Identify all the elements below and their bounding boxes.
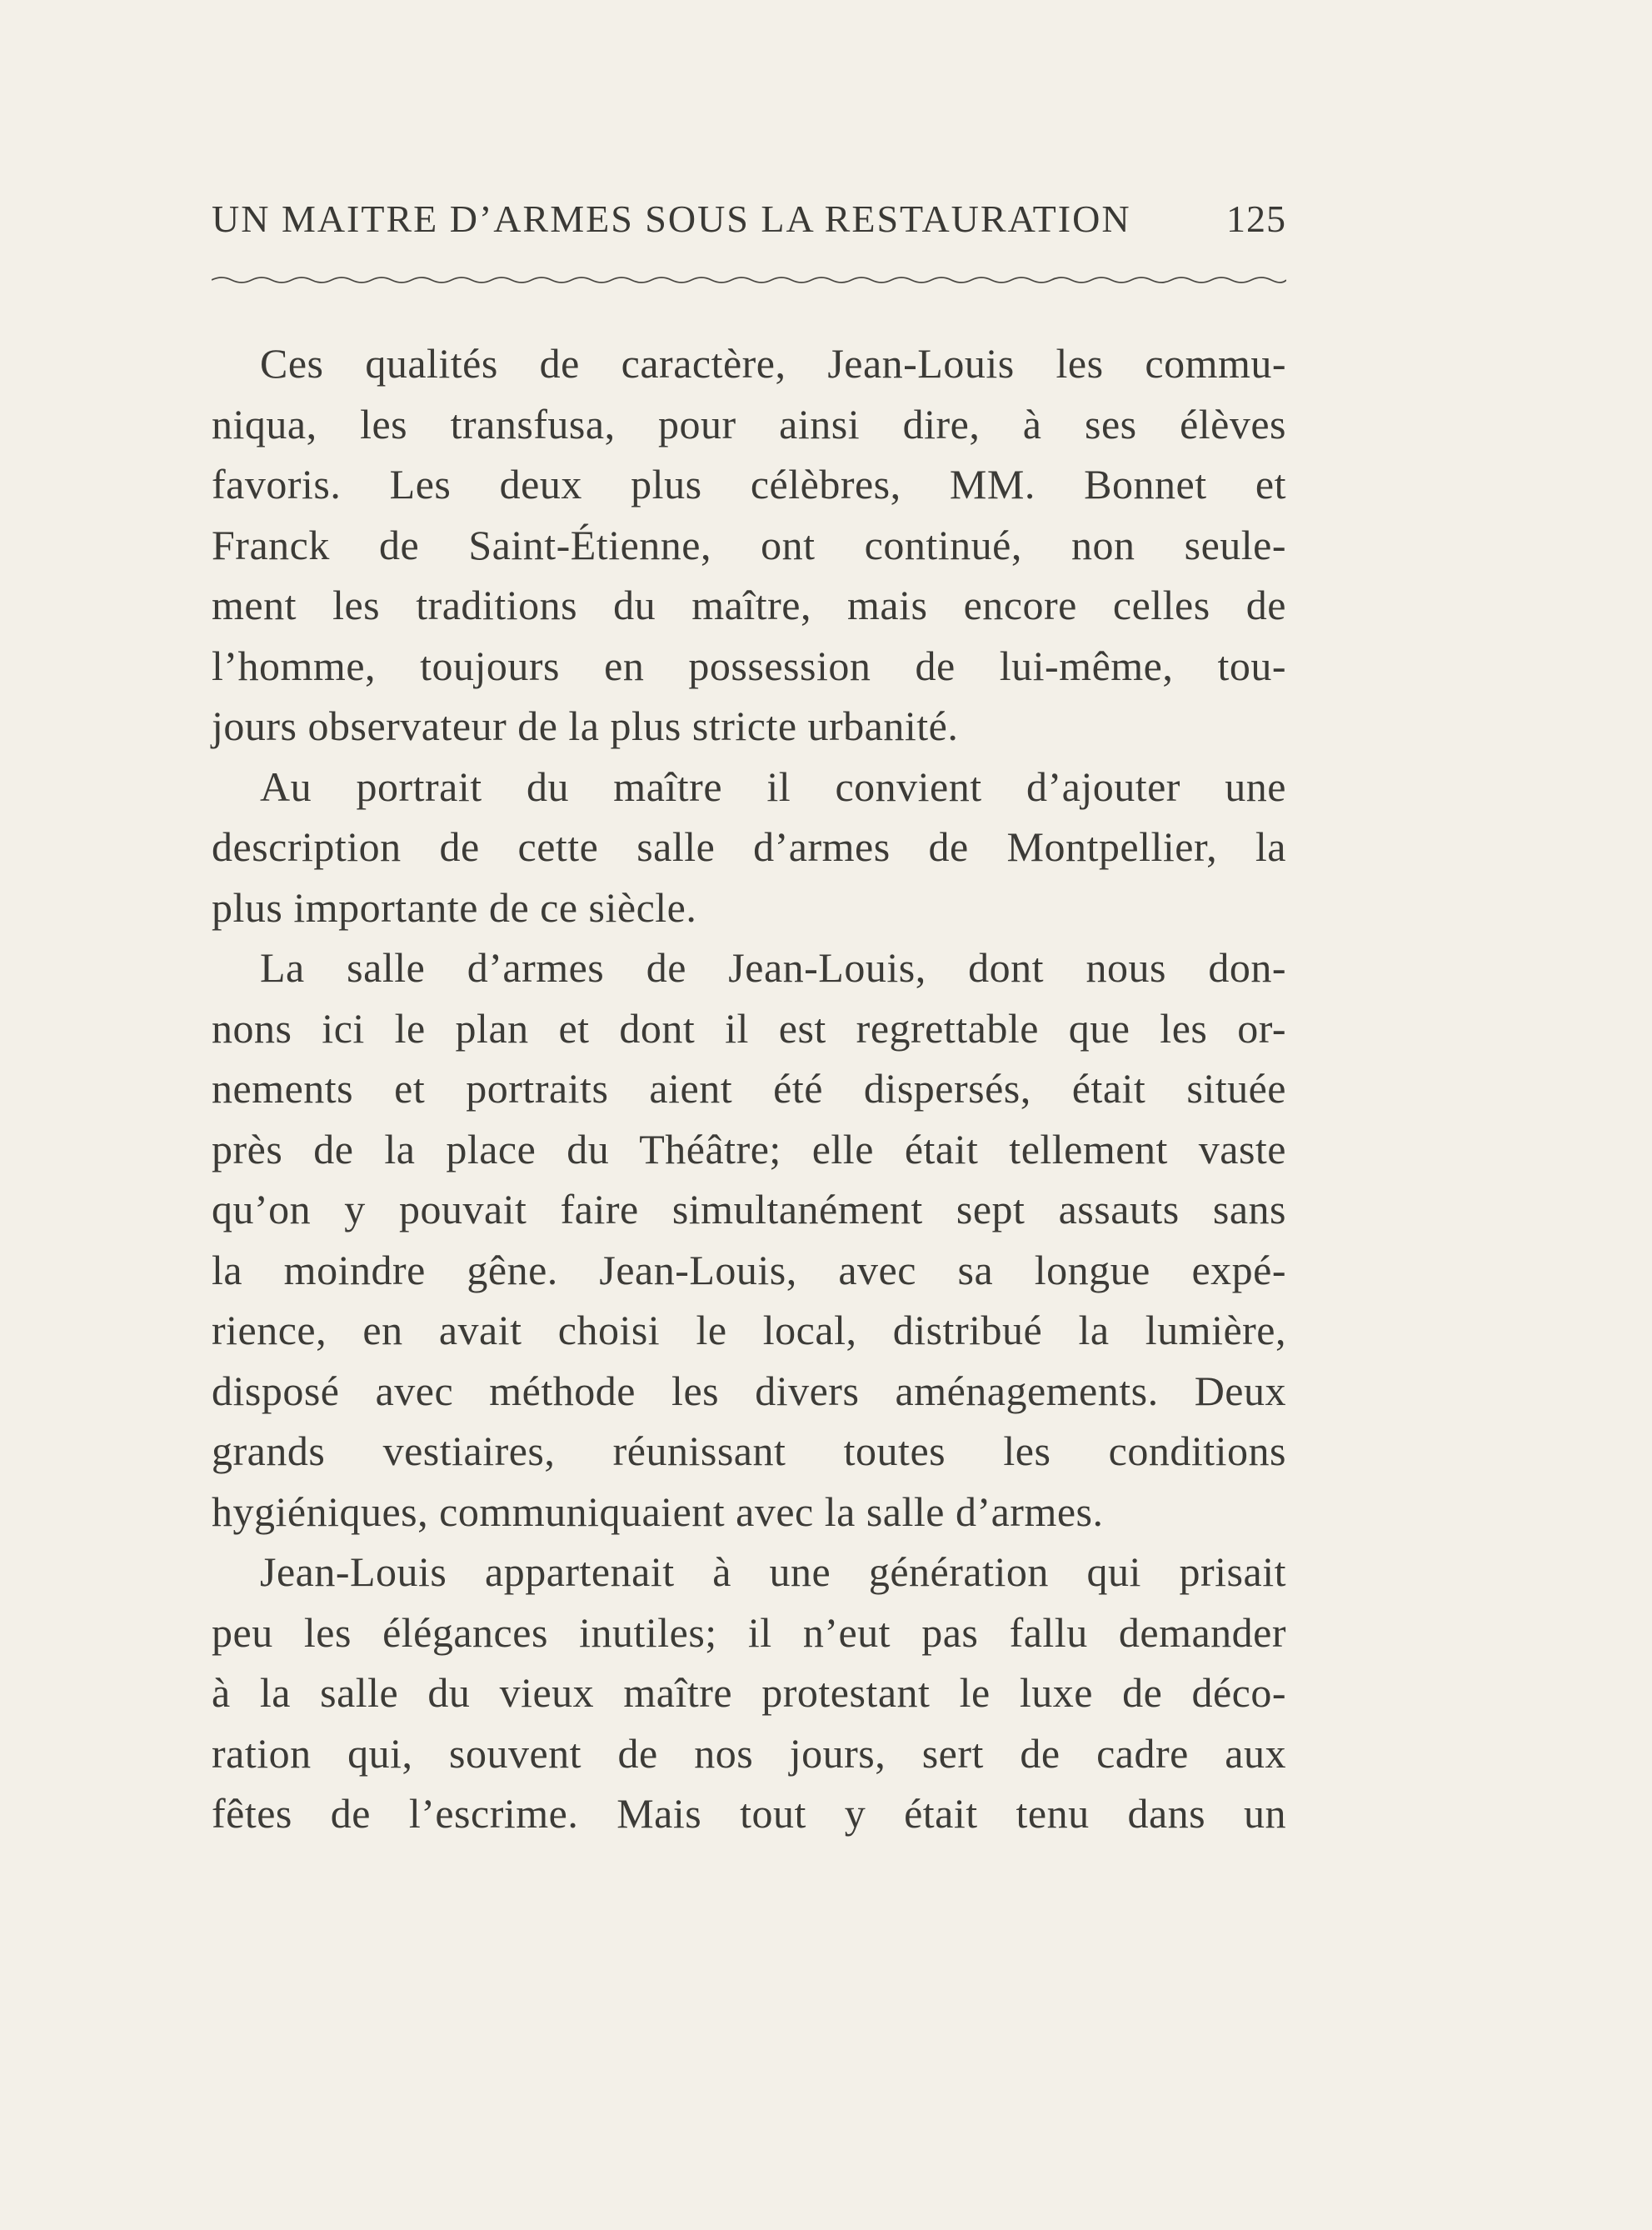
text-line: la moindre gêne. Jean-Louis, avec sa longue expé- [212,1246,1286,1293]
text-line: favoris. Les deux plus célèbres, MM. Bonnet et [212,461,1286,508]
running-head [212,197,1286,255]
paragraph [212,938,1286,1542]
text-line: Au portrait du maître il convient d’ajouter une [260,762,1286,810]
paragraph [212,757,1286,938]
text-line: hygiéniques, communiquaient avec la salle d’armes. [212,1488,1104,1535]
text-line: qu’on y pouvait faire simultanément sept assauts sans [212,1186,1286,1232]
running-title: UN MAITRE D’ARMES SOUS LA RESTAURATION [212,198,1131,240]
text-line: à la salle du vieux maître protestant le luxe de déco- [212,1669,1286,1716]
text-line: Jean-Louis appartenait à une génération qui prisait [260,1548,1286,1595]
wavy-rule [212,273,1286,287]
text-line: peu les élégances inutiles; il n’eut pas fallu demander [212,1608,1286,1656]
paragraph [212,1542,1286,1844]
text-line: nements et portraits aient été dispersés, était située [212,1065,1286,1112]
text-line: grands vestiaires, réunissant toutes les conditions [212,1428,1286,1474]
text-line: Ces qualités de caractère, Jean-Louis les commu- [260,340,1286,387]
text-line: fêtes de l’escrime. Mais tout y était tenu dans un [212,1790,1286,1837]
text-line: disposé avec méthode les divers aménagements. Deux [212,1367,1286,1414]
text-line: près de la place du Théâtre; elle était tellement vaste [212,1125,1286,1172]
text-line: rience, en avait choisi le local, distribué la lumière, [212,1307,1286,1353]
text-line: ment les traditions du maître, mais encore celles de [212,582,1286,628]
text-line: jours observateur de la plus stricte urbanité. [212,702,959,749]
body-text [212,333,1286,1844]
text-line: Franck de Saint-Étienne, ont continué, non seule- [212,521,1286,568]
text-line: l’homme, toujours en possession de lui-même, tou- [212,642,1286,689]
text-line: ration qui, souvent de nos jours, sert de cadre aux [212,1729,1286,1777]
page-number: 125 [1226,198,1286,240]
text-line: La salle d’armes de Jean-Louis, dont nous don- [260,944,1286,991]
paragraph [212,333,1286,757]
text-line: nons ici le plan et dont il est regrettable que les or- [212,1004,1286,1052]
text-line: niqua, les transfusa, pour ainsi dire, à ses élèves [212,400,1286,448]
text-line: plus importante de ce siècle. [212,883,697,931]
text-line: description de cette salle d’armes de Montpellier, la [212,823,1286,870]
